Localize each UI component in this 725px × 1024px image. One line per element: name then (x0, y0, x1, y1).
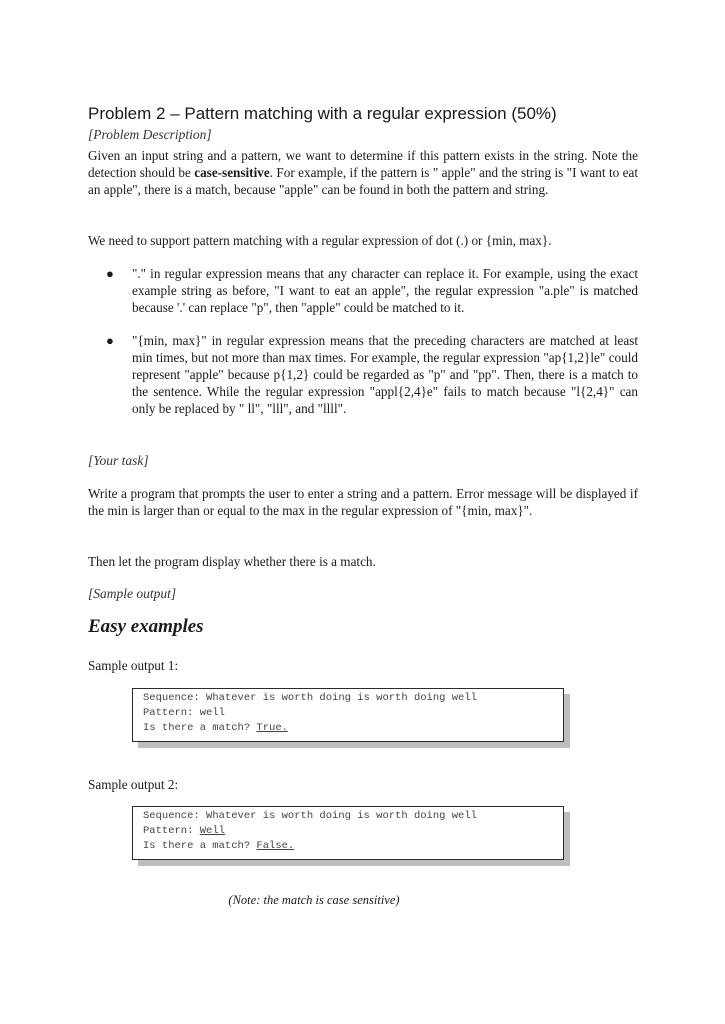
sequence-label: Sequence: (143, 810, 207, 822)
sequence-label: Sequence: (143, 692, 207, 704)
console-box-sample-1 (132, 688, 564, 742)
problem-description-paragraph (88, 148, 638, 198)
match-line (143, 840, 294, 852)
match-label: Is there a match? (143, 722, 257, 734)
easy-examples-heading: Easy examples (88, 616, 204, 637)
case-sensitive-emphasis: case-sensitive (194, 164, 270, 180)
pattern-value: Well (199, 825, 225, 837)
sequence-value: Whatever is worth doing is worth doing well (206, 692, 477, 704)
match-line (143, 722, 288, 734)
pattern-line (143, 707, 225, 719)
console-screen (132, 688, 564, 742)
list-item-minmax-rule (88, 333, 638, 417)
match-value: False. (256, 840, 295, 852)
sample-output-1-label: Sample output 1: (88, 658, 179, 673)
console-screen (132, 806, 564, 860)
pattern-label: Pattern: (143, 825, 200, 837)
pattern-line (143, 825, 225, 837)
problem-heading: Problem 2 – Pattern matching with a regular expression (50%) (88, 104, 557, 123)
pattern-label: Pattern: (143, 707, 200, 719)
description-text-end: . For example, if the pattern is " apple" and the string is "I want to eat an apple", there is a match, because "apple" can be found in both the pattern and string. (88, 164, 638, 197)
case-sensitivity-note: (Note: the match is case sensitive) (228, 893, 400, 907)
sequence-value: Whatever is worth doing is worth doing well (206, 810, 477, 822)
display-paragraph: Then let the program display whether there is a match. (88, 554, 376, 569)
bullet-text: "{min, max}" in regular expression means that the preceding characters are matched at least min times, but not more than max times. For example, the regular expression "ap{1,2}le" could represent "apple" because p{1,2} could be regarded as "p" and "pp". Then, there is a match to the sentence. While the regular expression "appl{2,4}e" fails to match because "l{2,4}" can only be replaced by " ll", "lll", and "llll". (132, 333, 638, 416)
sample-output-2-label: Sample output 2: (88, 777, 179, 792)
match-label: Is there a match? (143, 840, 257, 852)
description-text-start: Given an input string and a pattern, we want to determine if this pattern exists in the string. Note the detection should be (88, 148, 638, 180)
bullet-icon: ● (106, 266, 114, 281)
support-paragraph: We need to support pattern matching with a regular expression of dot (.) or {min, max}. (88, 233, 552, 248)
your-task-label: [Your task] (88, 453, 149, 468)
sample-output-label: [Sample output] (88, 586, 177, 601)
sequence-line (143, 692, 477, 704)
regex-rules-list (88, 266, 638, 417)
console-box-sample-2 (132, 806, 564, 860)
problem-description-label: [Problem Description] (88, 127, 212, 142)
pattern-value: well (199, 707, 225, 719)
bullet-text: "." in regular expression means that any character can replace it. For example, using the exact example string as before, "I want to eat an apple", the regular expression "a.ple" is matched because '.' can replace "p", then "apple" could be matched to it. (132, 266, 638, 315)
match-value: True. (256, 722, 288, 734)
bullet-icon: ● (106, 333, 114, 349)
sequence-line (143, 810, 477, 822)
task-paragraph: Write a program that prompts the user to enter a string and a pattern. Error message will be displayed if the min is larger than or equal to the max in the regular expression of "{min, max}". (88, 486, 638, 518)
list-item-dot-rule (88, 266, 638, 316)
